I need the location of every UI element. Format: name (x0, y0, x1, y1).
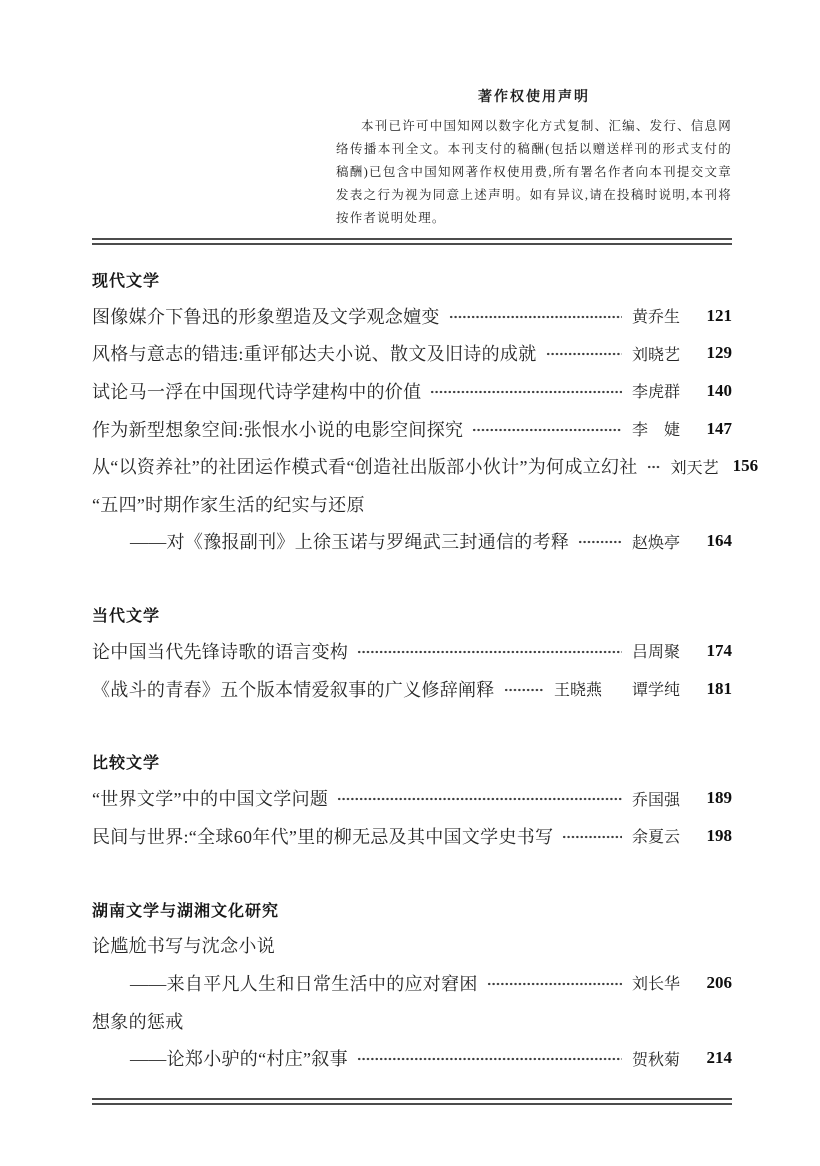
entry-authors (632, 1047, 680, 1070)
entry-page-number: 156 (732, 456, 759, 476)
entry-title: 试论马一浮在中国现代诗学建构中的价值 (92, 381, 422, 402)
entry-title: 想象的惩戒 (92, 1011, 184, 1032)
entry-authors (632, 379, 680, 402)
toc-entry (92, 632, 732, 670)
entry-page-number: 198 (706, 825, 732, 845)
entry-title: “世界文学”中的中国文学问题 (92, 789, 329, 810)
dot-leader (430, 390, 622, 394)
toc-entry (92, 670, 732, 708)
entry-title: 论尴尬书写与沈念小说 (92, 936, 275, 957)
section-rows (92, 927, 732, 1077)
entry-authors (632, 787, 680, 810)
entry-author: 谭学纯 (631, 682, 680, 700)
toc-entry (92, 964, 732, 1002)
toc-sections (92, 272, 759, 1077)
toc-section (92, 754, 732, 854)
entry-authors (671, 455, 719, 478)
entry-authors (632, 971, 680, 994)
entry-page-number: 121 (706, 305, 732, 325)
entry-author: 王晓燕 (553, 682, 602, 700)
entry-title: 图像媒介下鲁迅的形象塑造及文学观念嬗变 (92, 306, 440, 327)
page-content (92, 0, 759, 1105)
entry-author: 李 婕 (631, 422, 680, 440)
bottom-double-rule (92, 1098, 732, 1105)
entry-page-number: 206 (706, 972, 732, 992)
entry-author: 赵焕亭 (631, 534, 680, 552)
entry-title: 民间与世界:“全球60年代”里的柳无忌及其中国文学史书写 (92, 826, 554, 847)
section-heading: 湖南文学与湖湘文化研究 (92, 902, 280, 920)
toc-section (92, 902, 732, 1077)
dot-leader (357, 1057, 622, 1061)
entry-authors (632, 304, 680, 327)
dot-leader (562, 835, 622, 839)
dot-leader (337, 797, 622, 801)
entry-author: 贺秋菊 (631, 1051, 680, 1069)
entry-page-number: 189 (706, 788, 732, 808)
toc-entry (92, 779, 732, 817)
top-double-rule (92, 238, 732, 245)
copyright-notice-body: 本刊已许可中国知网以数字化方式复制、汇编、发行、信息网络传播本刊全文。本刊支付的稿酬(包括以赠送样刊的形式支付的稿酬)已包含中国知网著作权使用费,所有署名作者向本刊提交文章发表之行为视为同意上述声明。如有异议,请在投稿时说明,本刊将按作者说明处理。 (336, 119, 732, 225)
toc-entry (92, 1002, 732, 1040)
entry-authors (554, 677, 680, 700)
entry-authors (632, 639, 680, 662)
entry-title: ——论郑小驴的“村庄”叙事 (130, 1049, 348, 1070)
section-heading: 现代文学 (92, 273, 161, 290)
entry-author: 李虎群 (631, 384, 680, 402)
entry-author: 吕周聚 (631, 644, 680, 662)
entry-title: ——来自平凡人生和日常生活中的应对窘困 (130, 973, 478, 994)
dot-leader (472, 428, 622, 432)
entry-title: 风格与意志的错违:重评郁达夫小说、散文及旧诗的成就 (92, 344, 537, 365)
toc-entry (92, 817, 732, 855)
toc-entry (92, 410, 732, 448)
dot-leader (357, 650, 622, 654)
entry-title: ——对《豫报副刊》上徐玉诺与罗绳武三封通信的考释 (130, 532, 570, 553)
entry-title: 《战斗的青春》五个版本情爱叙事的广义修辞阐释 (92, 679, 495, 700)
toc-entry (92, 447, 759, 485)
entry-authors (632, 530, 680, 553)
toc-entry (92, 297, 732, 335)
dot-leader (546, 352, 622, 356)
entry-authors (632, 824, 680, 847)
entry-author: 刘长华 (631, 976, 680, 994)
entry-page-number: 140 (706, 380, 732, 400)
toc-entry (92, 372, 732, 410)
toc-entry (92, 523, 732, 561)
dot-leader (449, 315, 622, 319)
entry-page-number: 129 (706, 343, 732, 363)
entry-page-number: 164 (706, 531, 732, 551)
dot-leader (647, 465, 661, 469)
toc-entry (92, 335, 732, 373)
entry-page-number: 174 (706, 640, 732, 660)
copyright-notice-title: 著作权使用声明 (478, 88, 590, 104)
entry-page-number: 181 (706, 678, 732, 698)
entry-author: 刘天艺 (670, 459, 719, 477)
entry-title: 论中国当代先锋诗歌的语言变构 (92, 641, 349, 662)
dot-leader (504, 688, 544, 692)
entry-title: 作为新型想象空间:张恨水小说的电影空间探究 (92, 419, 464, 440)
entry-author: 刘晓艺 (631, 346, 680, 364)
entry-title: “五四”时期作家生活的纪实与还原 (92, 494, 365, 515)
entry-authors (632, 417, 680, 440)
section-rows (92, 779, 732, 854)
toc-section (92, 272, 759, 560)
section-rows (92, 632, 732, 707)
entry-page-number: 147 (706, 418, 732, 438)
toc-entry (92, 927, 732, 965)
section-heading: 当代文学 (92, 608, 161, 626)
dot-leader (487, 982, 622, 986)
dot-leader (578, 540, 622, 544)
entry-title: 从“以资养社”的社团运作模式看“创造社出版部小伙计”为何成立幻社 (92, 457, 638, 478)
section-rows (92, 297, 759, 560)
copyright-notice (336, 86, 732, 230)
section-heading: 比较文学 (92, 755, 161, 773)
entry-authors (632, 342, 680, 365)
toc-entry (92, 1039, 732, 1077)
entry-author: 余夏云 (631, 829, 680, 847)
entry-author: 黄乔生 (631, 309, 680, 327)
entry-author: 乔国强 (631, 791, 680, 809)
toc-entry (92, 485, 732, 523)
toc-section (92, 607, 732, 707)
entry-page-number: 214 (706, 1048, 732, 1068)
